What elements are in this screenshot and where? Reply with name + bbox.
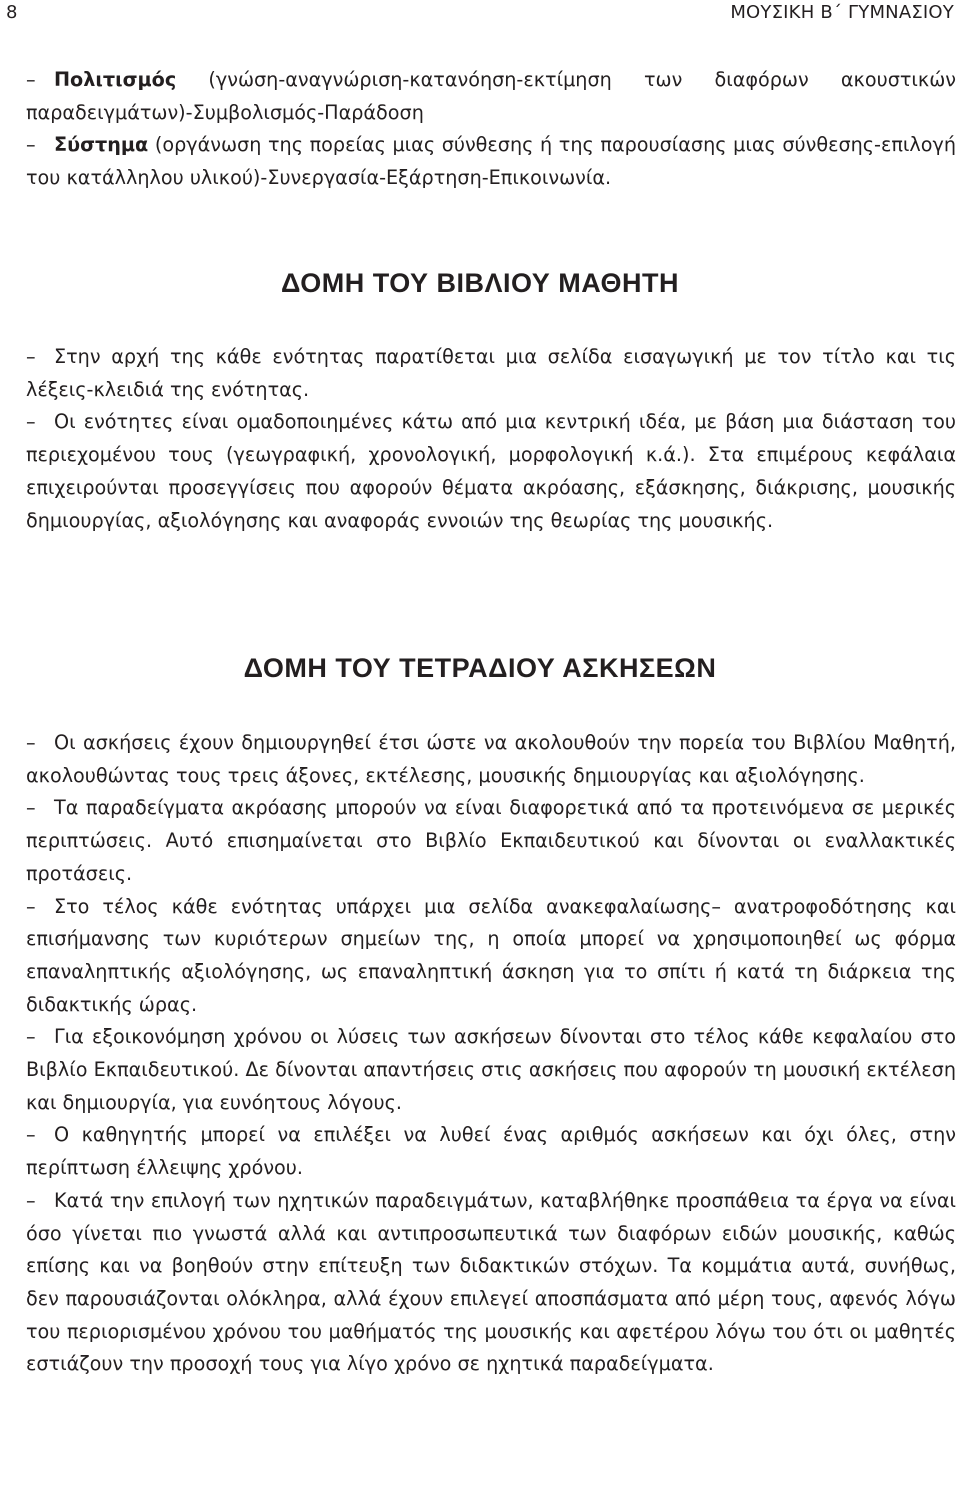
term-bold: Πολιτισμός [54, 68, 177, 91]
list-dash: – [26, 1188, 36, 1212]
item-text: Για εξοικονόμηση χρόνου οι λύσεις των ασκήσεων δίνονται στο τέλος κάθε κεφαλαίου στο Βιβλίο Εκπαιδευτικού. Δε δίνονται απαντήσεις στις ασκήσεις που αφορούν τη μουσική εκτέλεση και δημιουργία, για ευνόητους λόγους. [26, 1025, 956, 1114]
page-header [0, 0, 960, 30]
running-title: ΜΟΥΣΙΚΗ Β΄ ΓΥΜΝΑΣΙΟΥ [730, 2, 954, 23]
list-item [26, 1119, 956, 1184]
list-dash: – [26, 1123, 36, 1147]
item-text: Οι ασκήσεις έχουν δημιουργηθεί έτσι ώστε να ακολουθούν την πορεία του Βιβλίου Μαθητή, ακολουθώντας τους τρεις άξονες, εκτέλεσης, μουσικής δημιουργίας και αξιολόγησης. [26, 731, 956, 787]
list-item [26, 129, 956, 194]
item-text: (οργάνωση της πορείας μιας σύνθεσης ή της παρουσίασης μιας σύνθεσης-επιλογή του κατάλληλου υλικού)-Συνεργασία-Εξάρτηση-Επικοινωνία. [26, 133, 956, 190]
item-text: Τα παραδείγματα ακρόασης μπορούν να είναι διαφορετικά από τα προτεινόμενα σε μερικές περιπτώσεις. Αυτό επισημαίνεται στο Βιβλίο Εκπαιδευτικού και δίνονται οι εναλλακτικές προτάσεις. [26, 796, 956, 885]
list-dash: – [26, 894, 36, 918]
list-item [26, 727, 956, 792]
list-dash: – [26, 731, 36, 754]
item-text: (γνώση-αναγνώριση-κατανόηση-εκτίμηση των διαφόρων ακουστικών παραδειγμάτων)-Συμβολισμός-Παράδοση [26, 68, 956, 124]
list-item [26, 1021, 956, 1119]
list-item [26, 1185, 956, 1381]
item-text: Οι ενότητες είναι ομαδοποιημένες κάτω από μια κεντρική ιδέα, με βάση μια διάσταση του περιεχομένου τους (γεωγραφική, χρονολογική, μορφολογική κ.ά.). Στα επιμέρους κεφάλαια επιχειρούνται προσεγγίσεις που αφορούν θέματα ακρόασης, εξάσκησης, διάκρισης, μουσικής δημιουργίας, αξιολόγησης και αναφοράς εννοιών της θεωρίας της μουσικής. [26, 410, 956, 532]
page-number: 8 [6, 2, 18, 23]
list-dash: – [26, 133, 36, 157]
section-heading-workbook: ΔΟΜΗ ΤΟΥ ΤΕΤΡΑΔΙΟΥ ΑΣΚΗΣΕΩΝ [243, 653, 717, 683]
list-dash: – [26, 1025, 36, 1049]
list-dash: – [26, 68, 36, 91]
list-dash: – [26, 410, 36, 434]
item-text: Ο καθηγητής μπορεί να επιλέξει να λυθεί ένας αριθμός ασκήσεων και όχι όλες, στην περίπτωση έλλειψης χρόνου. [26, 1123, 956, 1180]
list-dash: – [26, 345, 36, 368]
list-item [26, 891, 956, 1022]
list-dash: – [26, 796, 36, 820]
item-text: Κατά την επιλογή των ηχητικών παραδειγμάτων, καταβλήθηκε προσπάθεια τα έργα να είναι όσο γίνεται πιο γνωστά αλλά και αντιπροσωπευτικά των διαφόρων ειδών μουσικής, καθώς επίσης και να βοηθούν στην επίτευξη των διδακτικών στόχων. Τα κομμάτια αυτά, συνήθως, δεν παρουσιάζονται ολόκληρα, αλλά έχουν επιλεγεί αποσπάσματα από μέρη τους, αφενός λόγω του περιορισμένου χρόνου του μαθήματός της μουσικής και αφετέρου λόγω του ότι οι μαθητές εστιάζουν την προσοχή τους για λίγο χρόνο σε ηχητικά παραδείγματα. [26, 1188, 956, 1376]
item-text: Στο τέλος κάθε ενότητας υπάρχει μια σελίδα ανακεφαλαίωσης– ανατροφοδότησης και επισήμανσης των κυριότερων σημείων της, η οποία μπορεί να χρησιμοποιηθεί ως φόρμα επαναληπτικής αξιολόγησης, ως επαναληπτική άσκηση για το σπίτι ή κατά τη διάρκεια της διδακτικής ώρας. [26, 894, 956, 1016]
intro-list [26, 64, 956, 195]
list-item [26, 406, 956, 537]
workbook-list [26, 727, 956, 1381]
item-text: Στην αρχή της κάθε ενότητας παρατίθεται μια σελίδα εισαγωγική με τον τίτλο και τις λέξεις-κλειδιά της ενότητας. [26, 345, 956, 401]
list-item [26, 341, 956, 406]
section-heading-student-book: ΔΟΜΗ ΤΟΥ ΒΙΒΛΙΟΥ ΜΑΘΗΤΗ [281, 268, 679, 298]
list-item [26, 64, 956, 129]
term-bold: Σύστημα [54, 133, 149, 157]
student-book-list [26, 341, 956, 537]
list-item [26, 792, 956, 890]
